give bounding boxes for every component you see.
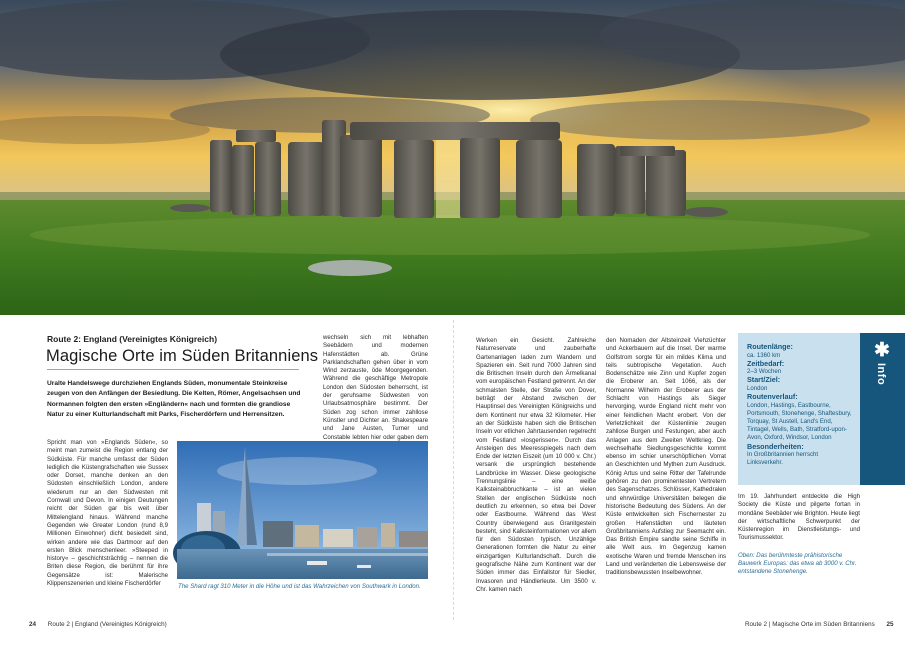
footer-right: [745, 621, 894, 628]
info-row-route: [747, 393, 852, 443]
page-number-right: 25: [886, 621, 894, 628]
info-row-start-end: [747, 376, 852, 393]
body-column-2: wechseln sich mit lebhaften Seebädern und modernen Hafenstädten ab. Grüne Parklandschaften gehen über in vom Wind zerzauste, öde Moorgegenden. Während die geschäftige Metropole London den Südosten beherrscht, ist der geruhsame Südwesten von Urlaubsatmosphäre bestimmt. Der Süden zog schon immer zahllose Künstler und Dichter an. Shakespeare und Jane Austen, Turner und Constable lebten hier oder gaben dem: [323, 334, 428, 441]
hero-photo-caption: Oben: Das berühmteste prähistorische Bauwerk Europas: das etwa ab 3000 v. Chr. entstandene Stonehenge.: [738, 552, 857, 576]
info-row-length: [747, 343, 852, 360]
info-value: 2–3 Wochen: [747, 368, 782, 376]
body-column-1: Spricht man von »Englands Süden«, so meint man zumeist die Region entlang der Südküste. Für manche umfasst der Süden lediglich die Küstengrafschaften wie Sussex oder Dorset, manche denken an den Südosten einschließlich London, andere wiederum nur an den Südwesten mit Cornwall und Devon. In einigen Deutungen reicht der Süden gar bis weit über Mittelengland hinaus. Während manche Gegenden wie Greater London (rund 8,9 Millionen Einwohner) dicht besiedelt sind, wirken andere wie das Dartmoor auf den ersten Blick menschenleer. »Steeped in history« – geschichtsträchtig – nennen die Briten diese Region, die berühmt für ihre Gegensätze ist: Malerische Klippenszenerien und kleine Fischerdörfer: [47, 439, 168, 588]
footer-left: [29, 621, 167, 628]
page-title: Magische Orte im Süden Britanniens: [46, 347, 319, 365]
info-label: Zeitbedarf:: [747, 358, 785, 368]
inset-photo-the-shard: [177, 441, 428, 579]
body-column-3: Werken ein Gesicht. Zahlreiche Naturreservate und zauberhafte Gartenanlagen laden zum Wandern und Spazieren ein. Seit rund 7000 Jahren sind die Britischen Inseln durch den Ärmelkanal vom europäischen Festland getrennt. An der schmalsten Stelle, der Straße von Dover, beträgt der Abstand zwischen der Hauptinsel des Vereinigten Königreichs und dem Kontinent nur etwa 32 Kilometer. Hier an der Südküste haben sich die Britischen Inseln vor etlichen Jahrtausenden regelrecht vom Festland »losgerissen«. Durch das Ansteigen des Meeresspiegels nach dem Ende der letzten Eiszeit (um 10 000 v. Chr.) versank die ursprünglich bestehende Landbrücke im Wasser. Diese geologische Trennungslinie – eine weiße Kalksteinabbruchkante – ist an vielen Stellen der englischen Südküste noch deutlich zu erkennen, so etwa bei Dover oder Eastbourne. Während das West Country überwiegend aus Granitgestein besteht, sind Kalksteinformationen vor allem für den Südosten typisch. Unzählige Generationen formten die Natur zu einer einzigartigen Kulturlandschaft. Durch die geografische Nähe zum Kontinent war der Süden immer das Einfallstor für Siedler, Invasoren und Händlerleute. Um 3500 v. Chr. kamen nach: [476, 337, 596, 593]
body-column-5: Im 19. Jahrhundert entdeckte die High Society die Küste und pilgerte fortan in mondäne Seebäder wie Brighton. Heute liegt der wirtschaftliche Schwerpunkt der Küstenregion im Dienstleistungs- und Tourismussektor.: [738, 493, 860, 542]
info-tab: [860, 333, 905, 485]
info-value: In Großbritannien herrscht Linksverkehr.: [747, 451, 819, 467]
info-label: Routenlänge:: [747, 342, 793, 351]
asterisk-icon: ✱: [874, 340, 890, 361]
inset-photo-caption: The Shard ragt 310 Meter in die Höhe und ist das Wahrzeichen von Southwark in London.: [178, 583, 421, 590]
title-divider: [47, 369, 299, 370]
page-gutter: [453, 320, 454, 620]
route-kicker: Route 2: England (Vereinigtes Königreich): [47, 334, 218, 344]
info-row-duration: [747, 360, 852, 377]
footer-left-text: Route 2 | England (Vereinigtes Königreich): [47, 621, 167, 628]
intro-paragraph: Uralte Handelswege durchziehen Englands Süden, monumentale Steinkreise zeugen von den Anfängen der Besiedlung. Die Kelten, Römer, Angelsachsen und Normannen folgten den ersten »Engländern« nach und formten die grandiose Natur zu einer Kulturlandschaft mit Parks, Fischerdörfern und Herrensitzen.: [47, 380, 301, 419]
info-tab-label: Info: [875, 363, 887, 386]
hero-photo-stonehenge: [0, 0, 905, 315]
info-label: Routenverlauf:: [747, 392, 798, 402]
footer-right-text: Route 2 | Magische Orte im Süden Britanniens: [745, 621, 875, 628]
info-value: London, Hastings, Eastbourne, Portsmouth, Stonehenge, Shaftesbury, Torquay, St Austell, Land's End, Tintagel, Wells, Bath, Stratford-upon-Avon, Oxford, Windsor, London: [747, 401, 852, 442]
route-info-box: [738, 333, 860, 485]
info-value: London: [747, 384, 768, 392]
body-column-4: den Nomaden der Altsteinzeit Viehzüchter und Ackerbauern auf die Insel. Der warme Golfstrom sorgte für ein mildes Klima und teils subtropische Vegetation. Auch Bodenschätze wie Zinn und Kupfer zogen die Eroberer an. Seit 1066, als der Normanne Wilhelm der Eroberer aus der Schlacht von Hastings als Sieger hervorging, wurde England nicht mehr von einer feindlichen Macht erobert. Von der Verletzlichkeit der Küstenlinie zeugen zahllose Burgen und Festungen, aber auch Anlagen aus dem Zweiten Weltkrieg. Die wechselhafte Siedlungsgeschichte kommt ebenso im schier unerschöpflichen Vorrat an Geschichten und Mythen zum Ausdruck. König Artus und seine Ritter der Tafelrunde gehören zu den prominentesten Vertretern des Sagenschatzes. Schlösser, Kathedralen und ehrwürdige Universitäten belegen die historische Bedeutung des Südens. An der Küste entwickelten sich Fischernester zu großen Hafenstädten und läuteten Großbritanniens Aufstieg zur Seemacht ein. Das British Empire sandte seine Schiffe in alle Welt aus. Im Gegenzug kamen exotische Waren und fremde Menschen ins Land und veränderten die Lebensweise der traditionsbewussten Inselbewohner.: [606, 337, 726, 577]
info-row-specials: [747, 443, 852, 468]
page-number-left: 24: [29, 621, 37, 628]
info-value: ca. 1360 km: [747, 351, 781, 359]
info-label: Besonderheiten:: [747, 441, 804, 451]
info-label: Start/Ziel:: [747, 375, 781, 385]
